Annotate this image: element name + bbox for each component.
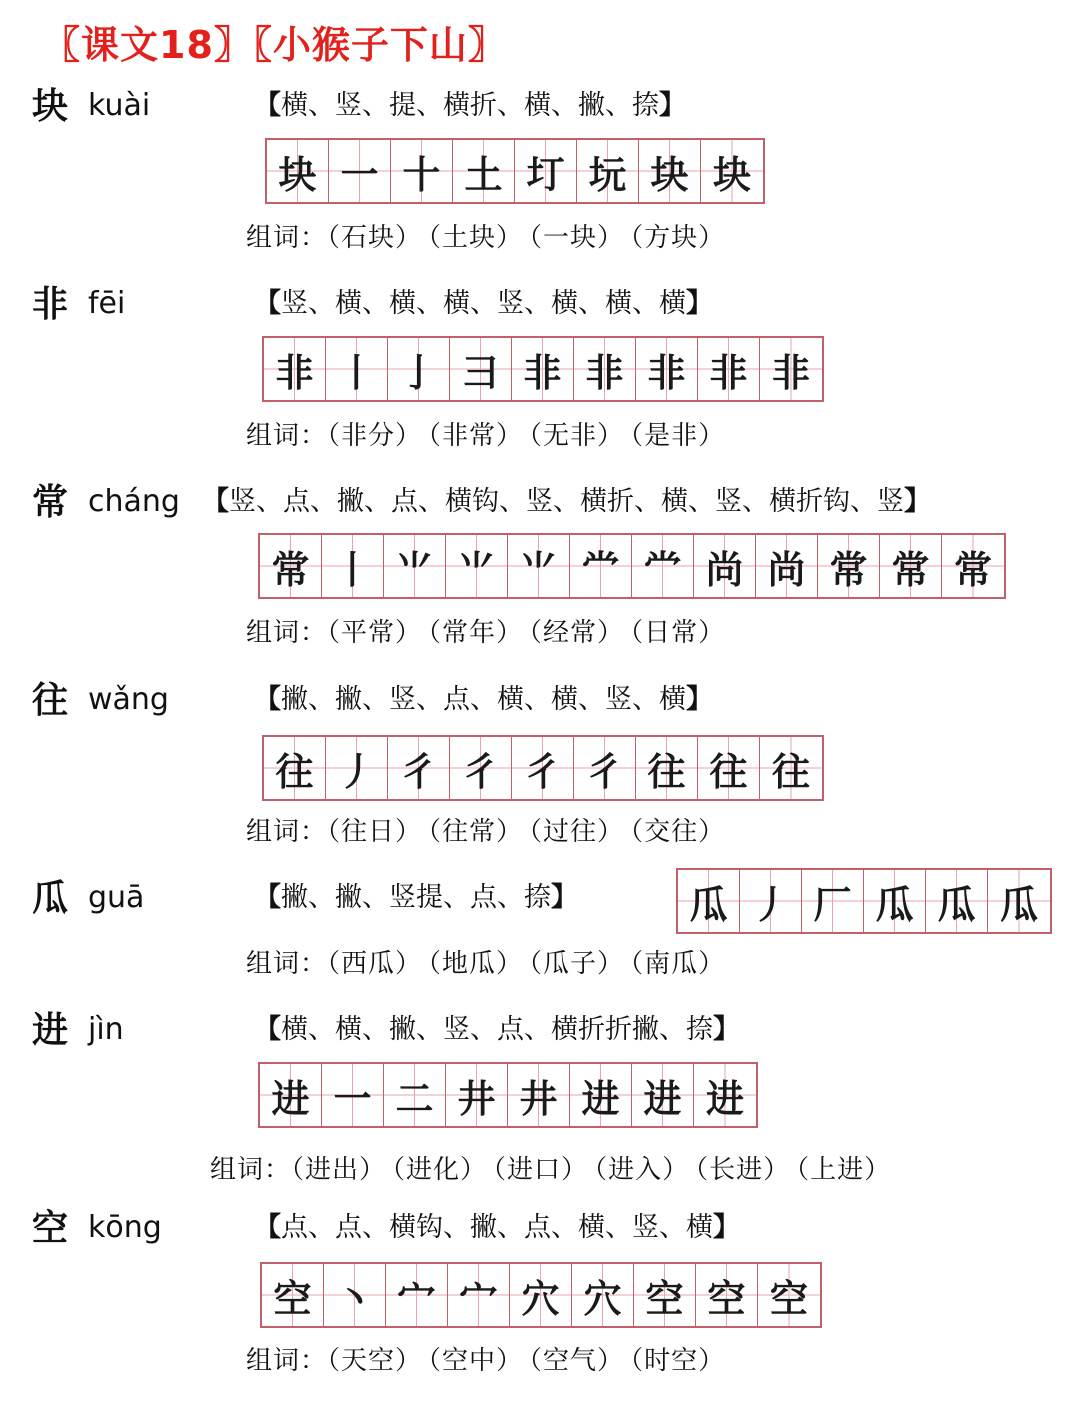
char-heading: 空 bbox=[32, 1207, 69, 1249]
stroke-step-cell: 瓜 bbox=[864, 870, 926, 932]
word-list bbox=[246, 613, 731, 653]
char-heading: 块 bbox=[32, 85, 69, 127]
stroke-step-cell: 往 bbox=[636, 737, 698, 799]
stroke-step-cell: 丨 bbox=[326, 338, 388, 400]
word-item: （非常） bbox=[428, 421, 524, 451]
stroke-step-cell: 一 bbox=[322, 1064, 384, 1126]
stroke-step-cell: 丨 bbox=[322, 535, 384, 597]
word-item: （上进） bbox=[796, 1155, 892, 1185]
stroke-names: 点、点、横钩、撇、点、横、竖、横 bbox=[281, 1212, 713, 1243]
stroke-step-cell: 往 bbox=[760, 737, 822, 799]
stroke-step-cell: 空 bbox=[634, 1264, 696, 1326]
stroke-step-cell: 亅 bbox=[388, 338, 450, 400]
word-item: （长进） bbox=[695, 1155, 791, 1185]
stroke-step-cell: 瓜 bbox=[988, 870, 1050, 932]
stroke-step-cell: 尚 bbox=[756, 535, 818, 597]
stroke-step-cell: 进 bbox=[260, 1064, 322, 1126]
word-item: （经常） bbox=[529, 618, 625, 648]
stroke-step-cell: 往 bbox=[698, 737, 760, 799]
stroke-grid bbox=[265, 138, 765, 204]
pinyin: kuài bbox=[88, 88, 151, 123]
stroke-step-cell: 尚 bbox=[694, 535, 756, 597]
stroke-step-cell: 二 bbox=[384, 1064, 446, 1126]
word-item: （往日） bbox=[327, 817, 423, 847]
stroke-names: 撇、撇、竖、点、横、横、竖、横 bbox=[281, 684, 686, 715]
word-item: （平常） bbox=[327, 618, 423, 648]
words-label: 组词： bbox=[246, 618, 328, 648]
word-item: （过往） bbox=[529, 817, 625, 847]
stroke-step-cell: 常 bbox=[880, 535, 942, 597]
word-item: （时空） bbox=[630, 1346, 726, 1376]
words-label: 组词： bbox=[246, 223, 328, 253]
stroke-step-cell: 井 bbox=[446, 1064, 508, 1126]
stroke-step-cell: 宀 bbox=[448, 1264, 510, 1326]
stroke-step-cell: 进 bbox=[570, 1064, 632, 1126]
stroke-order-text: 【横、横、撇、竖、点、横折折撇、捺】 bbox=[254, 1014, 740, 1045]
stroke-step-cell: 常 bbox=[942, 535, 1004, 597]
word-list bbox=[246, 812, 731, 852]
stroke-step-cell: 块 bbox=[267, 140, 329, 202]
pinyin: cháng bbox=[88, 484, 180, 519]
word-item: （交往） bbox=[630, 817, 726, 847]
stroke-step-cell: 空 bbox=[262, 1264, 324, 1326]
stroke-order-text: 【撇、撇、竖、点、横、横、竖、横】 bbox=[254, 684, 713, 715]
pinyin: guā bbox=[88, 880, 145, 915]
stroke-step-cell: 丿 bbox=[326, 737, 388, 799]
stroke-step-cell: 块 bbox=[639, 140, 701, 202]
stroke-step-cell: 进 bbox=[694, 1064, 756, 1126]
char-heading: 非 bbox=[32, 283, 69, 325]
word-item: （进化） bbox=[392, 1155, 488, 1185]
word-item: （一块） bbox=[529, 223, 625, 253]
stroke-step-cell: 井 bbox=[508, 1064, 570, 1126]
word-item: （往常） bbox=[428, 817, 524, 847]
stroke-grid bbox=[258, 1062, 758, 1128]
word-item: （石块） bbox=[327, 223, 423, 253]
stroke-grid bbox=[262, 336, 824, 402]
stroke-order-text: 【竖、横、横、横、竖、横、横、横】 bbox=[254, 288, 713, 319]
stroke-step-cell: 彳 bbox=[574, 737, 636, 799]
stroke-step-cell: 进 bbox=[632, 1064, 694, 1126]
stroke-step-cell: 非 bbox=[512, 338, 574, 400]
stroke-step-cell: 彳 bbox=[450, 737, 512, 799]
word-item: （进出） bbox=[291, 1155, 387, 1185]
word-item: （空中） bbox=[428, 1346, 524, 1376]
pinyin: wǎng bbox=[88, 682, 169, 717]
words-label: 组词： bbox=[246, 1346, 328, 1376]
stroke-step-cell: 非 bbox=[574, 338, 636, 400]
word-item: （无非） bbox=[529, 421, 625, 451]
word-item: （天空） bbox=[327, 1346, 423, 1376]
stroke-step-cell: 一 bbox=[329, 140, 391, 202]
word-list bbox=[210, 1150, 897, 1190]
stroke-step-cell: 丶 bbox=[324, 1264, 386, 1326]
char-heading: 往 bbox=[32, 679, 69, 721]
stroke-step-cell: 彳 bbox=[512, 737, 574, 799]
stroke-step-cell: 彐 bbox=[450, 338, 512, 400]
stroke-step-cell: 瓜 bbox=[926, 870, 988, 932]
stroke-step-cell: 瓜 bbox=[678, 870, 740, 932]
words-label: 组词： bbox=[246, 421, 328, 451]
stroke-step-cell: 非 bbox=[636, 338, 698, 400]
char-heading: 瓜 bbox=[32, 877, 69, 919]
stroke-names: 竖、点、撇、点、横钩、竖、横折、横、竖、横折钩、竖 bbox=[229, 486, 904, 517]
stroke-step-cell: 十 bbox=[391, 140, 453, 202]
stroke-step-cell: 非 bbox=[760, 338, 822, 400]
word-item: （常年） bbox=[428, 618, 524, 648]
word-list bbox=[246, 416, 731, 456]
stroke-step-cell: 宀 bbox=[386, 1264, 448, 1326]
stroke-order-text: 【撇、撇、竖提、点、捺】 bbox=[254, 882, 578, 913]
char-heading: 常 bbox=[32, 481, 69, 523]
stroke-step-cell: 非 bbox=[698, 338, 760, 400]
word-item: （空气） bbox=[529, 1346, 625, 1376]
stroke-names: 横、竖、提、横折、横、撇、捺 bbox=[281, 90, 659, 121]
word-item: （土块） bbox=[428, 223, 524, 253]
stroke-step-cell: 空 bbox=[696, 1264, 758, 1326]
word-list bbox=[246, 218, 731, 258]
words-label: 组词： bbox=[246, 949, 328, 979]
stroke-grid bbox=[258, 533, 1006, 599]
word-item: （进口） bbox=[493, 1155, 589, 1185]
word-item: （地瓜） bbox=[428, 949, 524, 979]
stroke-names: 横、横、撇、竖、点、横折折撇、捺 bbox=[281, 1014, 713, 1045]
words-label: 组词： bbox=[210, 1155, 292, 1185]
word-item: （进入） bbox=[594, 1155, 690, 1185]
word-item: （西瓜） bbox=[327, 949, 423, 979]
stroke-step-cell: 丿 bbox=[740, 870, 802, 932]
pinyin: jìn bbox=[88, 1012, 124, 1047]
char-heading: 进 bbox=[32, 1009, 69, 1051]
word-item: （瓜子） bbox=[529, 949, 625, 979]
pinyin: kōng bbox=[88, 1210, 162, 1245]
stroke-step-cell: ⺌ bbox=[508, 535, 570, 597]
stroke-step-cell: 空 bbox=[758, 1264, 820, 1326]
stroke-grid bbox=[262, 735, 824, 801]
stroke-step-cell: ⺌ bbox=[384, 535, 446, 597]
word-item: （非分） bbox=[327, 421, 423, 451]
stroke-grid bbox=[676, 868, 1052, 934]
page-title: 〖课文18〗〖小猴子下山〗 bbox=[42, 23, 507, 67]
word-item: （南瓜） bbox=[630, 949, 726, 979]
stroke-step-cell: 往 bbox=[264, 737, 326, 799]
stroke-order-text: 【点、点、横钩、撇、点、横、竖、横】 bbox=[254, 1212, 740, 1243]
stroke-step-cell: 穴 bbox=[510, 1264, 572, 1326]
word-list bbox=[246, 944, 731, 984]
stroke-step-cell: 块 bbox=[701, 140, 763, 202]
stroke-step-cell: ⺌ bbox=[446, 535, 508, 597]
pinyin: fēi bbox=[88, 286, 126, 321]
words-label: 组词： bbox=[246, 817, 328, 847]
stroke-names: 竖、横、横、横、竖、横、横、横 bbox=[281, 288, 686, 319]
word-item: （日常） bbox=[630, 618, 726, 648]
stroke-order-text: 【竖、点、撇、点、横钩、竖、横折、横、竖、横折钩、竖】 bbox=[202, 486, 931, 517]
word-item: （方块） bbox=[630, 223, 726, 253]
stroke-order-text: 【横、竖、提、横折、横、撇、捺】 bbox=[254, 90, 686, 121]
stroke-names: 撇、撇、竖提、点、捺 bbox=[281, 882, 551, 913]
stroke-step-cell: 坃 bbox=[577, 140, 639, 202]
stroke-step-cell: 厂 bbox=[802, 870, 864, 932]
stroke-step-cell: 土 bbox=[453, 140, 515, 202]
word-list bbox=[246, 1341, 731, 1381]
stroke-step-cell: 圢 bbox=[515, 140, 577, 202]
stroke-step-cell: 龸 bbox=[632, 535, 694, 597]
stroke-step-cell: 龸 bbox=[570, 535, 632, 597]
stroke-grid bbox=[260, 1262, 822, 1328]
stroke-step-cell: 常 bbox=[818, 535, 880, 597]
stroke-step-cell: 彳 bbox=[388, 737, 450, 799]
stroke-step-cell: 非 bbox=[264, 338, 326, 400]
word-item: （是非） bbox=[630, 421, 726, 451]
stroke-step-cell: 穴 bbox=[572, 1264, 634, 1326]
stroke-step-cell: 常 bbox=[260, 535, 322, 597]
